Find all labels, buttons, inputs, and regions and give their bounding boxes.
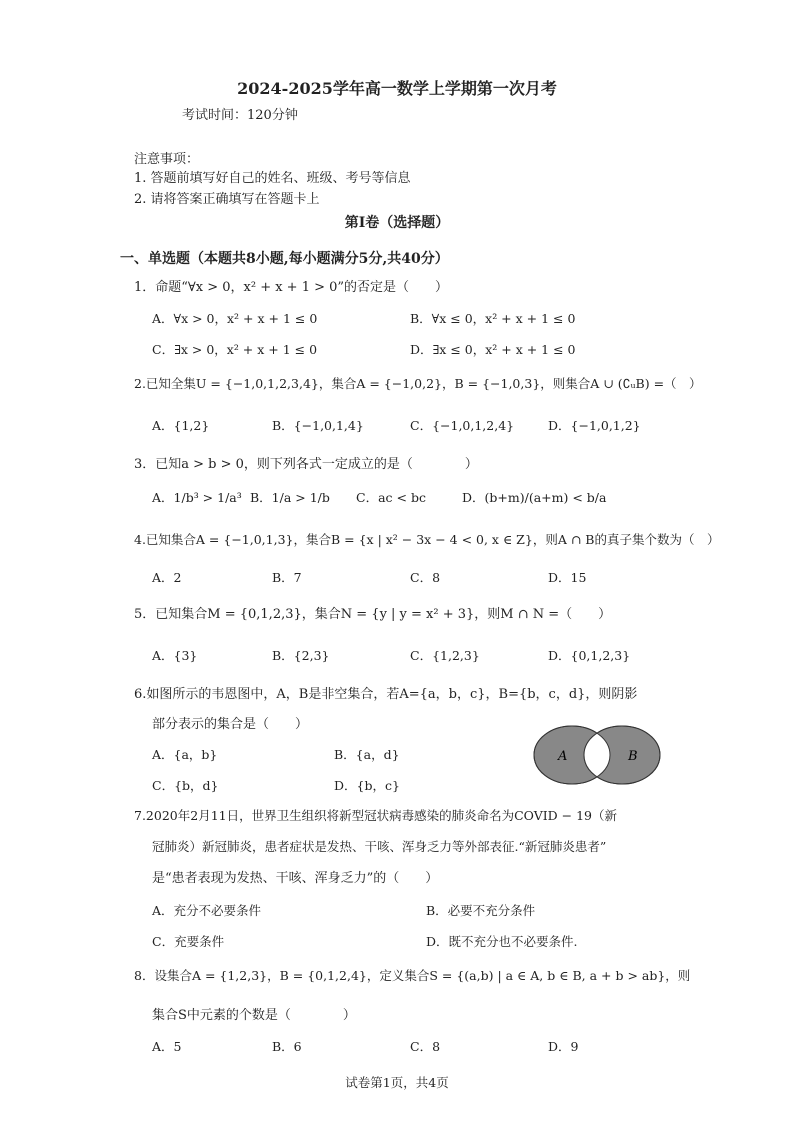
part-title: 第I卷（选择题）: [344, 215, 450, 231]
question-1-option-d: D．∃x ≤ 0，x² + x + 1 ≤ 0: [410, 342, 576, 357]
question-1-stem: 1．命题“∀x > 0，x² + x + 1 > 0”的否定是（ ）: [134, 280, 449, 295]
question-5-option-d: D．{0,1,2,3}: [548, 648, 631, 663]
question-1-option-a: A．∀x > 0，x² + x + 1 ≤ 0: [152, 311, 318, 326]
question-8-stem: 8．设集合A = {1,2,3}，B = {0,1,2,4}，定义集合S = {(a,b) | a ∈ A, b ∈ B, a + b > ab}，则: [134, 968, 691, 983]
question-1-option-b: B．∀x ≤ 0，x² + x + 1 ≤ 0: [410, 311, 576, 326]
question-8-option-c: C．8: [410, 1039, 441, 1054]
page-title: 2024-2025学年高一数学上学期第一次月考: [237, 79, 557, 98]
question-3-option-d: D．(b+m)/(a+m) < b/a: [462, 490, 607, 505]
question-3-option-c: C．ac < bc: [356, 490, 426, 505]
question-6-option-d: D．{b，c}: [334, 778, 400, 793]
question-8-option-d: D．9: [548, 1039, 579, 1054]
venn-label-a: A: [558, 749, 568, 764]
question-3-option-b: B．1/a > 1/b: [250, 490, 330, 505]
question-5-option-c: C．{1,2,3}: [410, 648, 480, 663]
question-4-option-b: B．7: [272, 570, 302, 585]
question-7-stem-line3: 是“患者表现为发热、干咳、浑身乏力”的（ ）: [152, 871, 439, 886]
question-6-option-b: B．{a，d}: [334, 747, 400, 762]
venn-diagram: [532, 724, 662, 786]
question-5-option-a: A．{3}: [152, 648, 198, 663]
question-6-stem: 6.如图所示的韦恩图中，A，B是非空集合，若A={a，b，c}，B={b，c，d}，则阴影: [134, 687, 638, 702]
question-2-option-d: D．{−1,0,1,2}: [548, 418, 641, 433]
venn-label-b: B: [628, 749, 638, 764]
question-6-stem-line2: 部分表示的集合是（ ）: [152, 717, 309, 732]
question-2-option-c: C．{−1,0,1,2,4}: [410, 418, 515, 433]
question-7-stem: 7.2020年2月11日，世界卫生组织将新型冠状病毒感染的肺炎命名为COVID − 19（新: [134, 808, 618, 823]
question-3-option-a: A．1/b³ > 1/a³: [152, 490, 242, 505]
question-1-option-c: C．∃x > 0，x² + x + 1 ≤ 0: [152, 342, 318, 357]
question-7-option-a: A．充分不必要条件: [152, 903, 262, 918]
question-6-option-c: C．{b，d}: [152, 778, 219, 793]
question-2-option-b: B．{−1,0,1,4}: [272, 418, 364, 433]
question-3-stem: 3．已知a > b > 0，则下列各式一定成立的是（ ）: [134, 457, 478, 472]
note-item: 1. 答题前填写好自己的姓名、班级、考号等信息: [134, 171, 411, 186]
question-8-option-b: B．6: [272, 1039, 302, 1054]
question-4-option-c: C．8: [410, 570, 441, 585]
question-5-stem: 5．已知集合M = {0,1,2,3}，集合N = {y | y = x² + 3}，则M ∩ N =（ ）: [134, 607, 612, 622]
question-4-option-d: D．15: [548, 570, 587, 585]
question-5-option-b: B．{2,3}: [272, 648, 330, 663]
page-footer: 试卷第1页，共4页: [345, 1075, 449, 1090]
question-7-stem-line2: 冠肺炎）新冠肺炎，患者症状是发热、干咳、浑身乏力等外部表征.“新冠肺炎患者”: [152, 839, 607, 854]
section-title: 一、单选题（本题共8小题,每小题满分5分,共40分）: [120, 251, 449, 267]
note-item: 2. 请将答案正确填写在答题卡上: [134, 192, 320, 207]
exam-time: 考试时间：120分钟: [182, 108, 298, 123]
question-7-option-d: D．既不充分也不必要条件.: [426, 934, 578, 949]
question-8-stem-line2: 集合S中元素的个数是（ ）: [152, 1008, 356, 1023]
question-2-option-a: A．{1,2}: [152, 418, 210, 433]
question-4-option-a: A．2: [152, 570, 182, 585]
question-4-stem: 4.已知集合A = {−1,0,1,3}，集合B = {x | x² − 3x − 4 < 0, x ∈ Z}，则A ∩ B的真子集个数为（ ）: [134, 532, 720, 547]
notes-heading: 注意事项：: [134, 152, 200, 167]
question-2-stem: 2.已知全集U = {−1,0,1,2,3,4}，集合A = {−1,0,2}，B = {−1,0,3}，则集合A ∪ (∁ᵤB) =（ ）: [134, 376, 702, 391]
question-7-option-c: C．充要条件: [152, 934, 225, 949]
question-6-option-a: A．{a，b}: [152, 747, 218, 762]
question-7-option-b: B．必要不充分条件: [426, 903, 536, 918]
question-8-option-a: A．5: [152, 1039, 182, 1054]
